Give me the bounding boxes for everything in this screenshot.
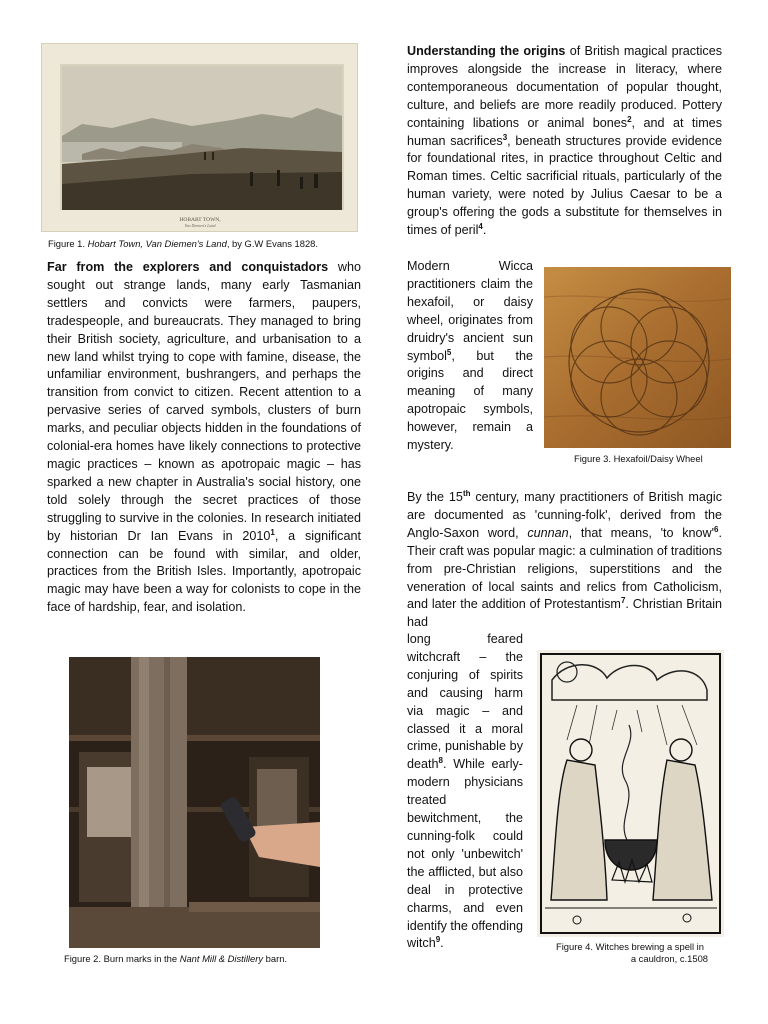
column-2-wicca-paragraph: Modern Wicca practitioners claim the hexafoil, or daisy wheel, originates from druidry's ancient sun symbol$^5$, but the origins and direct meaning of many apotropaic symbols, however, remain a mystery. [407,259,533,453]
figure-2-caption: Figure 2. Burn marks in the Nant Mill & Distillery barn. [64,953,288,964]
figure-4-caption: Figure 4. Witches brewing a spell in a cauldron, c.1508 [556,941,708,964]
footnote-1: 1 [270,527,275,537]
figure-1-caption: Figure 1. Hobart Town, Van Diemen's Land, by G.W Evans 1828. [48,238,318,249]
figure-4-image [537,650,724,937]
column-2-paragraph-3: By the 15th century, many practitioners of British magic are documented as 'cunning-folk', derived from the Anglo-Saxon word, cunnan, that means, 'to $know'^6$. Their craft was popular magic: a culmination of traditions from pre-Christian religions, superstitions and the veneration of local saints and relics from Catholicism, and later the addition of Protestantism$^7$. Christian Britain had [407,488,722,630]
footnote-8: 8 [438,756,443,766]
column-2-paragraph-1: Understanding the origins of British magical practices improves alongside the increase in literacy, where contemporaneous documentation of popular thought, culture, and beliefs are more readily produced. Pottery containing libations or animal bones$^2$, and at times human sacrifices$^3$, beneath structures provide evidence for foundational rites, in practice throughout Celtic and Roman times. Celtic sacrificial rituals, particularly of the human variety, were noted by Julius Caesar to be a group's offering the gods a substitute for themselves in times of peril$^4$. [407,44,722,238]
figure-3-image [544,267,731,448]
footnote-9: 9 [435,935,441,945]
footnote-4: 4 [478,221,483,231]
figure-2-image [69,657,320,948]
engraving-title: HOBART TOWN, [179,217,221,223]
footnote-2: 2 [627,114,632,124]
figure-1-image [41,43,358,232]
figure-3-caption: Figure 3. Hexafoil/Daisy Wheel [574,453,703,464]
column-2-paragraph-4: long feared witchcraft – the conjuring of spirits and causing harm via magic – and classed it a moral crime, punishable by death$^8$. While early-modern physicians treated bewitchment, the cunning-folk could not only 'unbewitch' the afflicted, but also deal in protective charms, and even identify the offending witch$^9$. [407,632,524,951]
footnote-5: 5 [446,347,452,357]
paragraph-1-lead: Far from the explorers and conquistadors [47,260,329,274]
footnote-6: 6 [714,524,719,534]
footnote-3: 3 [502,132,508,142]
footnote-7: 7 [620,596,626,606]
paragraph-2-lead: Understanding the origins [407,44,566,58]
column-1-paragraph: Far from the explorers and conquistadors who sought out strange lands, many early Tasmanian settlers and convicts were farmers, paupers, tradespeople, and bureaucrats. They managed to bring their British society, agriculture, and urbanisation to a new land whilst trying to cope with famine, disease, the unfamiliar environment, bushrangers, and perhaps the transition from convict to citizen. Recent attention to a pervasive series of carved symbols, clusters of burn marks, and peculiar objects hidden in the foundations of colonial-era homes have likely connections to protective magic practices – known as apotropaic magic – has sparked a new chapter in Australia's social history, one told solely through the secret practices of those struggling to survive in the colonies. In research initiated by historian Dr Ian Evans in 2010$^1$, a significant connection can be found with similar, and older, practices from the British Isles. Importantly, apotropaic magic may have been a way for colonists to cope in the face of hardship, fear, and isolation. [47,260,362,615]
engraving-subtitle: Van Diemen's Land [184,223,216,228]
